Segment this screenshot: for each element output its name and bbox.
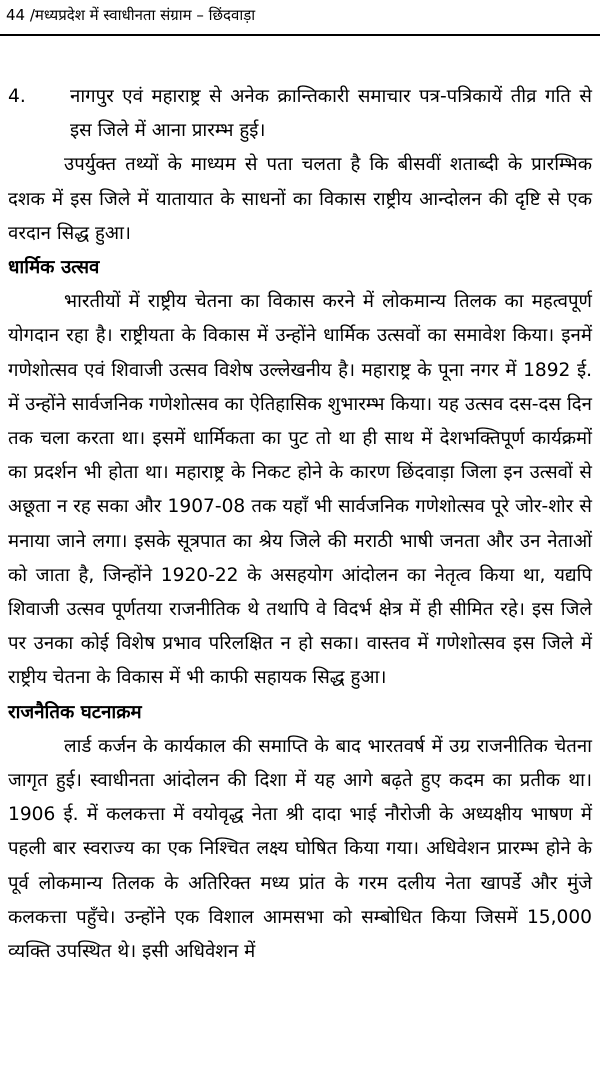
item-text: नागपुर एवं महाराष्ट्र से अनेक क्रान्तिकारी समाचार पत्र-पत्रिकायें तीव्र गति से इस जिले में आना प्रारम्भ हुई।: [70, 86, 592, 142]
running-header: 44 /मध्यप्रदेश में स्वाधीनता संग्राम – छिंदवाड़ा: [6, 6, 256, 24]
paragraph-political: लार्ड कर्जन के कार्यकाल की समाप्ति के बाद भारतवर्ष में उग्र राजनीतिक चेतना जागृत हुई। स्वाधीनता आंदोलन की दिशा में यह आगे बढ़ते हुए कदम का प्रतीक था। 1906 ई. में कलकत्ता में वयोवृद्ध नेता श्री दादा भाई नौरोजी के अध्यक्षीय भाषण में पहली बार स्वराज्य का एक निश्चित लक्ष्य घोषित किया गया। अधिवेशन प्रारम्भ होने के पूर्व लोकमान्य तिलक के अतिरिक्त मध्य प्रांत के गरम दलीय नेता खापर्डे और मुंजे कलकत्ता पहुँचे। उन्होंने एक विशाल आमसभा को सम्बोधित किया जिसमें 15,000 व्यक्ति उपस्थित थे। इसी अधिवेशन में: [8, 735, 592, 963]
section-heading-political-events: राजनैतिक घटनाक्रम: [8, 701, 142, 723]
paragraph-festivals: भारतीयों में राष्ट्रीय चेतना का विकास करने में लोकमान्य तिलक का महत्वपूर्ण योगदान रहा है। राष्ट्रीयता के विकास में उन्होंने धार्मिक उत्सवों का समावेश किया। इनमें गणेशोत्सव एवं शिवाजी उत्सव विशेष उल्लेखनीय है। महाराष्ट्र के पूना नगर में 1892 ई. में उन्होंने सार्वजनिक गणेशोत्सव का ऐतिहासिक शुभारम्भ किया। यह उत्सव दस-दस दिन तक चला करता था। इसमें धार्मिकता का पुट तो था ही साथ में देशभक्तिपूर्ण कार्यक्रमों का प्रदर्शन भी होता था। महाराष्ट्र के निकट होने के कारण छिंदवाड़ा जिला इन उत्सवों से अछूता न रह सका और 1907-08 तक यहाँ भी सार्वजनिक गणेशोत्सव पूरे जोर-शोर से मनाया जाने लगा। इसके सूत्रपात का श्रेय जिले की मराठी भाषी जनता और उन नेताओं को जाता है, जिन्होंने 1920-22 के असहयोग आंदोलन का नेतृत्व किया था, यद्यपि शिवाजी उत्सव पूर्णतया राजनीतिक थे तथापि वे विदर्भ क्षेत्र में ही सीमित रहे। इस जिले पर उनका कोई विशेष प्रभाव परिलक्षित न हो सका। वास्तव में गणेशोत्सव इस जिले में राष्ट्रीय चेतना के विकास में भी काफी सहायक सिद्ध हुआ।: [8, 291, 592, 689]
item-number: 4.: [8, 86, 26, 107]
page-body: [8, 80, 592, 969]
paragraph-transport: उपर्युक्त तथ्यों के माध्यम से पता चलता है कि बीसवीं शताब्दी के प्रारम्भिक दशक में इस जिले में यातायात के साधनों का विकास राष्ट्रीय आन्दोलन की दृष्टि से एक वरदान सिद्ध हुआ।: [8, 154, 592, 244]
header-rule: [0, 34, 600, 36]
section-heading-religious-festivals: धार्मिक उत्सव: [8, 257, 100, 279]
numbered-item-4: [8, 80, 592, 148]
